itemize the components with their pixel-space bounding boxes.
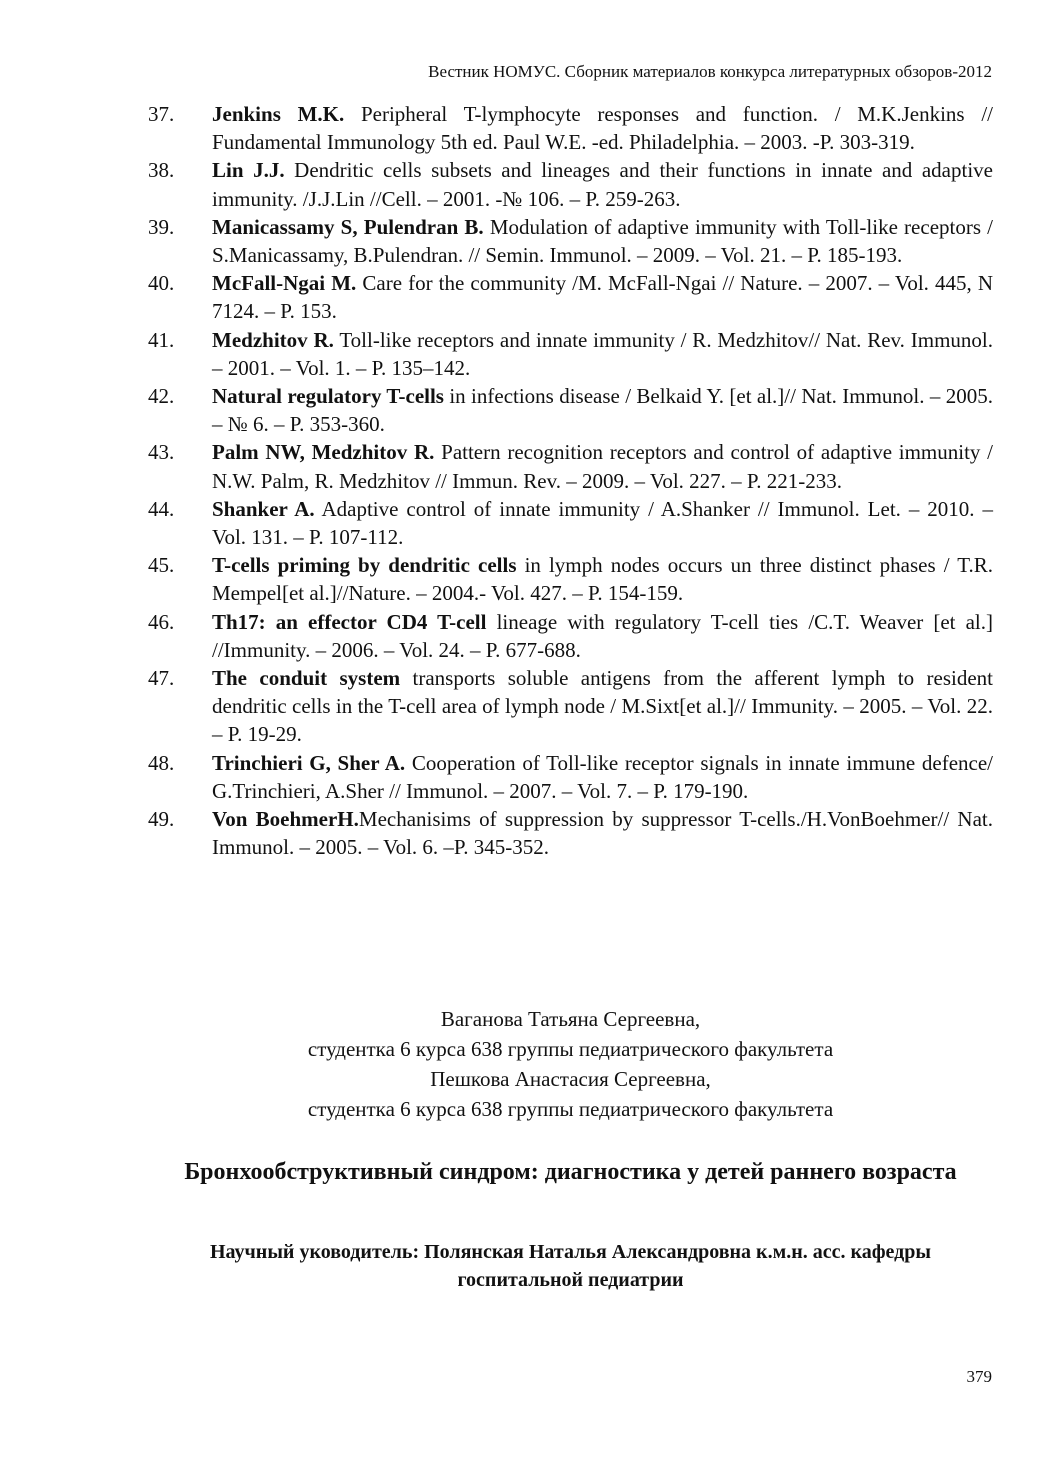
reference-item — [148, 805, 993, 861]
reference-author: T-cells priming by dendritic cells — [212, 553, 517, 578]
reference-body: transports soluble antigens from the afferent lymph to resident dendritic cells in the T-cell area of lymph node / M.Sixt[et al.]// Immunity. – 2005. – Vol. 22. – P. 19-29. — [212, 666, 993, 747]
reference-text — [212, 382, 993, 438]
reference-item — [148, 100, 993, 156]
reference-body: Toll-like receptors and innate immunity / R. Medzhitov// Nat. Rev. Immunol. – 2001. – Vol. 1. – P. 135–142. — [212, 327, 993, 380]
reference-text — [212, 269, 993, 325]
reference-text — [212, 551, 993, 607]
reference-body: Care for the community /M. McFall-Ngai // Nature. – 2007. – Vol. 445, N 7124. – P. 153. — [212, 271, 994, 324]
reference-item — [148, 269, 993, 325]
reference-item — [148, 438, 993, 494]
reference-text — [212, 805, 993, 861]
reference-item — [148, 213, 993, 269]
reference-author: Medzhitov R. — [212, 327, 334, 352]
running-header: Вестник НОМУС. Сборник материалов конкурса литературных обзоров-2012 — [428, 62, 992, 81]
reference-author: McFall-Ngai M. — [212, 271, 357, 296]
reference-text — [212, 156, 993, 212]
reference-number: 39. — [148, 214, 175, 239]
reference-number: 43. — [148, 440, 175, 465]
reference-number: 47. — [148, 666, 175, 691]
reference-text — [212, 664, 993, 749]
reference-item — [148, 382, 993, 438]
reference-number: 40. — [148, 271, 175, 296]
reference-body: Cooperation of Toll-like receptor signals in innate immune defence/ G.Trinchieri, A.Sher // Immunol. – 2007. – Vol. 7. – P. 179-190. — [212, 750, 993, 803]
reference-author: Jenkins M.K. — [212, 102, 345, 126]
reference-number: 37. — [148, 102, 175, 126]
reference-author: Von BoehmerH. — [212, 807, 359, 832]
reference-item — [148, 749, 993, 805]
reference-item — [148, 156, 993, 212]
reference-item — [148, 326, 993, 382]
reference-author: Trinchieri G, Sher A. — [212, 750, 406, 775]
reference-number: 42. — [148, 384, 175, 409]
reference-item — [148, 551, 993, 607]
reference-text — [212, 213, 993, 269]
reference-author: Palm NW, Medzhitov R. — [212, 440, 435, 465]
reference-number: 49. — [148, 807, 175, 832]
reference-author: The conduit system — [212, 666, 401, 691]
author-name: Пешкова Анастасия Сергеевна, — [430, 1067, 711, 1091]
reference-body: Peripheral T-lymphocyte responses and function. / M.K.Jenkins // Fundamental Immunology 5th ed. Paul W.E. -ed. Philadelphia. – 2003. -P. 303-319. — [212, 102, 993, 155]
reference-text — [212, 608, 993, 664]
reference-item — [148, 495, 993, 551]
reference-list — [148, 100, 993, 861]
reference-author: Natural regulatory T-cells — [212, 384, 444, 409]
reference-body: in infections disease / Belkaid Y. [et al.]// Nat. Immunol. – 2005. – № 6. – P. 353-360. — [212, 384, 993, 437]
reference-item — [148, 608, 993, 664]
reference-text — [212, 495, 993, 551]
reference-author: Th17: an effector CD4 T-cell — [212, 609, 487, 634]
reference-body: Mechanisims of suppression by suppressor T-cells./H.VonBoehmer// Nat. Immunol. – 2005. – Vol. 6. –P. 345-352. — [212, 807, 993, 860]
reference-author: Lin J.J. — [212, 158, 285, 183]
reference-item — [148, 664, 993, 749]
reference-body: Modulation of adaptive immunity with Toll-like receptors / S.Manicassamy, B.Pulendran. // Semin. Immunol. – 2009. – Vol. 21. – P. 185-193. — [212, 214, 994, 268]
reference-author: Shanker A. — [212, 496, 315, 521]
author-name: Ваганова Татьяна Сергеевна, — [440, 1007, 701, 1031]
page-number: 379 — [966, 1367, 992, 1386]
author-block — [148, 1004, 993, 1124]
reference-body: Dendritic cells subsets and lineages and their functions in innate and adaptive immunity. /J.J.Lin //Cell. – 2001. -№ 106. – P. 259-263. — [212, 158, 993, 211]
reference-number: 46. — [148, 609, 175, 634]
reference-text — [212, 438, 993, 494]
reference-body: in lymph nodes occurs un three distinct phases / T.R. Mempel[et al.]//Nature. – 2004.- Vol. 427. – P. 154-159. — [212, 553, 993, 606]
author-affiliation: студентка 6 курса 638 группы педиатрического факультета — [307, 1037, 834, 1061]
reference-body: Adaptive control of innate immunity / A.Shanker // Immunol. Let. – 2010. – Vol. 131. – P. 107-112. — [212, 496, 993, 550]
reference-text — [212, 326, 993, 382]
article-title: Бронхообструктивный синдром: диагностика у детей раннего возраста — [184, 1159, 957, 1185]
reference-number: 41. — [148, 327, 175, 352]
reference-text — [212, 100, 993, 156]
reference-body: Pattern recognition receptors and control of adaptive immunity / N.W. Palm, R. Medzhitov // Immun. Rev. – 2009. – Vol. 227. – P. 221-233. — [212, 440, 993, 493]
author-affiliation: студентка 6 курса 638 группы педиатрического факультета — [307, 1097, 834, 1121]
reference-number: 45. — [148, 553, 175, 578]
reference-number: 48. — [148, 750, 175, 775]
supervisor-line: Научный уководитель: Полянская Наталья Александровна к.м.н. асс. кафедры госпитальной педиатрии — [209, 1241, 932, 1291]
reference-number: 44. — [148, 496, 175, 521]
reference-author: Manicassamy S, Pulendran B. — [212, 214, 484, 239]
reference-number: 38. — [148, 158, 175, 183]
reference-body: lineage with regulatory T-cell ties /C.T. Weaver [et al.] //Immunity. – 2006. – Vol. 24. – P. 677-688. — [212, 609, 994, 662]
reference-text — [212, 749, 993, 805]
